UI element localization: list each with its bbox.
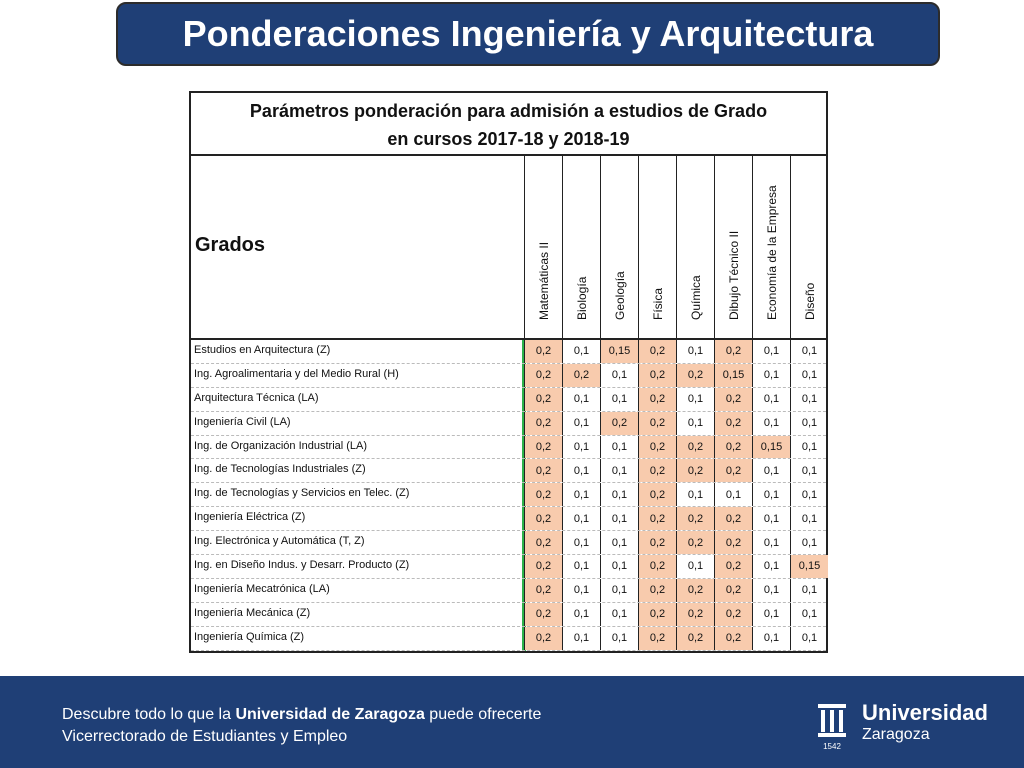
table-row — [191, 388, 826, 412]
ponderacion-cell: 0,1 — [676, 483, 714, 506]
ponderacion-cell: 0,1 — [752, 603, 790, 626]
ponderacion-cell: 0,1 — [600, 555, 638, 578]
ponderacion-cell: 0,1 — [752, 412, 790, 435]
table-row — [191, 340, 826, 364]
ponderacion-cell: 0,1 — [790, 603, 828, 626]
ponderacion-cell: 0,2 — [676, 579, 714, 602]
logo-word-zaragoza: Zaragoza — [862, 726, 930, 743]
ponderacion-cell: 0,2 — [676, 364, 714, 387]
footer-tagline-post: puede ofrecerte — [424, 706, 542, 723]
ponderacion-cell: 0,2 — [524, 579, 562, 602]
ponderacion-cell: 0,1 — [752, 531, 790, 554]
logo-year: 1542 — [823, 742, 841, 751]
ponderacion-cell: 0,2 — [676, 459, 714, 482]
ponderacion-cell: 0,2 — [524, 531, 562, 554]
ponderacion-cell: 0,1 — [790, 627, 828, 650]
ponderacion-cell: 0,1 — [790, 459, 828, 482]
ponderacion-cell: 0,1 — [752, 627, 790, 650]
subject-header-3 — [638, 156, 676, 338]
grado-name: Ingeniería Eléctrica (Z) — [194, 511, 306, 524]
university-building-icon — [814, 700, 850, 752]
ponderacion-cell: 0,2 — [524, 412, 562, 435]
ponderacion-cell: 0,1 — [562, 483, 600, 506]
grado-name: Arquitectura Técnica (LA) — [194, 391, 319, 404]
ponderacion-cell: 0,1 — [562, 555, 600, 578]
ponderacion-cell: 0,1 — [790, 507, 828, 530]
ponderacion-cell: 0,1 — [714, 483, 752, 506]
ponderacion-cell: 0,1 — [562, 531, 600, 554]
ponderacion-cell: 0,1 — [790, 531, 828, 554]
table-title-line2: en cursos 2017-18 y 2018-19 — [387, 129, 630, 149]
subject-header-label: Geología — [612, 271, 627, 320]
ponderacion-cell: 0,1 — [600, 436, 638, 459]
logo-word-universidad: Universidad — [862, 700, 988, 725]
ponderacion-cell: 0,1 — [600, 531, 638, 554]
ponderacion-cell: 0,1 — [600, 364, 638, 387]
ponderacion-cell: 0,1 — [600, 603, 638, 626]
ponderacion-cell: 0,1 — [562, 436, 600, 459]
subject-header-5 — [714, 156, 752, 338]
table-row — [191, 603, 826, 627]
ponderacion-cell: 0,1 — [600, 459, 638, 482]
ponderacion-cell: 0,1 — [752, 579, 790, 602]
ponderacion-cell: 0,1 — [790, 436, 828, 459]
ponderacion-cell: 0,1 — [752, 364, 790, 387]
ponderacion-cell: 0,1 — [752, 507, 790, 530]
ponderacion-cell: 0,2 — [714, 459, 752, 482]
ponderacion-cell: 0,2 — [524, 507, 562, 530]
grado-name: Ing. Electrónica y Automática (T, Z) — [194, 535, 365, 548]
table-row — [191, 627, 826, 651]
grado-name: Estudios en Arquitectura (Z) — [194, 344, 331, 356]
ponderacion-cell: 0,2 — [638, 364, 676, 387]
ponderacion-cell: 0,1 — [790, 483, 828, 506]
subject-header-1 — [562, 156, 600, 338]
ponderacion-cell: 0,2 — [524, 340, 562, 363]
ponderacion-cell: 0,1 — [600, 388, 638, 411]
ponderacion-cell: 0,2 — [638, 627, 676, 650]
ponderacion-cell: 0,2 — [524, 364, 562, 387]
ponderacion-cell: 0,2 — [714, 507, 752, 530]
footer-tagline — [62, 706, 541, 724]
ponderacion-cell: 0,2 — [524, 388, 562, 411]
ponderacion-cell: 0,2 — [638, 603, 676, 626]
ponderacion-cell: 0,1 — [790, 340, 828, 363]
ponderacion-cell: 0,1 — [562, 507, 600, 530]
ponderaciones-table — [189, 91, 828, 653]
ponderacion-cell: 0,2 — [676, 436, 714, 459]
subject-header-label: Química — [688, 275, 703, 320]
ponderacion-cell: 0,1 — [790, 388, 828, 411]
table-row — [191, 459, 826, 483]
ponderacion-cell: 0,1 — [790, 579, 828, 602]
ponderacion-cell: 0,2 — [638, 555, 676, 578]
ponderacion-cell: 0,2 — [714, 436, 752, 459]
ponderacion-cell: 0,1 — [562, 459, 600, 482]
ponderacion-cell: 0,2 — [562, 364, 600, 387]
ponderacion-cell: 0,1 — [752, 388, 790, 411]
ponderacion-cell: 0,2 — [638, 579, 676, 602]
grado-name: Ing. de Tecnologías Industriales (Z) — [194, 463, 366, 476]
ponderacion-cell: 0,2 — [638, 388, 676, 411]
university-logo[interactable] — [814, 700, 1004, 752]
ponderacion-cell: 0,1 — [790, 364, 828, 387]
ponderacion-cell: 0,1 — [562, 627, 600, 650]
ponderacion-cell: 0,2 — [714, 627, 752, 650]
footer-tagline-pre: Descubre todo lo que la — [62, 706, 236, 723]
subject-header-4 — [676, 156, 714, 338]
ponderacion-cell: 0,1 — [752, 555, 790, 578]
table-row — [191, 555, 826, 579]
ponderacion-cell: 0,1 — [600, 627, 638, 650]
grados-column-header: Grados — [195, 234, 266, 256]
ponderacion-cell: 0,1 — [600, 579, 638, 602]
ponderacion-cell: 0,1 — [752, 483, 790, 506]
ponderacion-cell: 0,1 — [562, 340, 600, 363]
grado-name: Ing. de Tecnologías y Servicios en Telec. (Z) — [194, 487, 410, 500]
table-title-line1: Parámetros ponderación para admisión a estudios de Grado — [249, 101, 768, 121]
grado-name: Ingeniería Mecatrónica (LA) — [194, 582, 330, 595]
subject-header-label: Diseño — [802, 282, 817, 320]
ponderacion-cell: 0,2 — [676, 507, 714, 530]
ponderacion-cell: 0,1 — [562, 412, 600, 435]
ponderacion-cell: 0,2 — [638, 412, 676, 435]
table-header-row — [191, 156, 826, 340]
ponderacion-cell: 0,1 — [676, 555, 714, 578]
page-title: Ponderaciones Ingeniería y Arquitectura — [116, 2, 940, 66]
ponderacion-cell: 0,2 — [714, 531, 752, 554]
ponderacion-cell: 0,1 — [676, 388, 714, 411]
subject-header-2 — [600, 156, 638, 338]
ponderacion-cell: 0,2 — [638, 507, 676, 530]
ponderacion-cell: 0,1 — [562, 603, 600, 626]
ponderacion-cell: 0,2 — [524, 603, 562, 626]
ponderacion-cell: 0,1 — [562, 388, 600, 411]
table-row — [191, 579, 826, 603]
subject-header-label: Física — [650, 287, 665, 320]
ponderacion-cell: 0,2 — [676, 531, 714, 554]
ponderacion-cell: 0,2 — [714, 579, 752, 602]
table-row — [191, 507, 826, 531]
ponderacion-cell: 0,2 — [638, 531, 676, 554]
ponderacion-cell: 0,1 — [600, 507, 638, 530]
subject-header-label: Economía de la Empresa — [764, 185, 779, 320]
ponderacion-cell: 0,15 — [752, 436, 790, 459]
ponderacion-cell: 0,2 — [638, 340, 676, 363]
grado-name: Ing. en Diseño Indus. y Desarr. Producto (Z) — [194, 559, 410, 572]
ponderacion-cell: 0,15 — [790, 555, 828, 578]
grado-name: Ing. Agroalimentaria y del Medio Rural (H) — [194, 367, 399, 380]
ponderacion-cell: 0,1 — [600, 483, 638, 506]
table-body — [191, 340, 826, 651]
grado-name: Ingeniería Química (Z) — [194, 630, 305, 643]
table-row — [191, 364, 826, 388]
subject-header-label: Dibujo Técnico II — [726, 230, 741, 320]
ponderacion-cell: 0,2 — [524, 459, 562, 482]
subject-header-0 — [524, 156, 562, 338]
table-row — [191, 412, 826, 436]
ponderacion-cell: 0,2 — [524, 555, 562, 578]
ponderacion-cell: 0,2 — [714, 412, 752, 435]
ponderacion-cell: 0,2 — [524, 483, 562, 506]
table-title — [191, 93, 826, 156]
ponderacion-cell: 0,15 — [714, 364, 752, 387]
ponderacion-cell: 0,2 — [638, 436, 676, 459]
ponderacion-cell: 0,2 — [600, 412, 638, 435]
ponderacion-cell: 0,2 — [638, 483, 676, 506]
ponderacion-cell: 0,1 — [676, 412, 714, 435]
ponderacion-cell: 0,2 — [714, 340, 752, 363]
subject-header-7 — [790, 156, 828, 338]
ponderacion-cell: 0,1 — [562, 579, 600, 602]
ponderacion-cell: 0,2 — [676, 627, 714, 650]
ponderacion-cell: 0,2 — [524, 627, 562, 650]
subject-header-label: Matemáticas II — [536, 241, 551, 320]
footer — [0, 676, 1024, 768]
subject-header-6 — [752, 156, 790, 338]
ponderacion-cell: 0,1 — [752, 340, 790, 363]
subject-header-label: Biología — [574, 276, 589, 320]
grado-name: Ingeniería Civil (LA) — [194, 415, 291, 428]
ponderacion-cell: 0,2 — [714, 388, 752, 411]
ponderacion-cell: 0,1 — [790, 412, 828, 435]
ponderacion-cell: 0,2 — [524, 436, 562, 459]
grado-name: Ing. de Organización Industrial (LA) — [194, 439, 368, 452]
ponderacion-cell: 0,2 — [638, 459, 676, 482]
footer-department: Vicerrectorado de Estudiantes y Empleo — [62, 728, 348, 745]
ponderacion-cell: 0,1 — [676, 340, 714, 363]
ponderacion-cell: 0,1 — [752, 459, 790, 482]
ponderacion-cell: 0,15 — [600, 340, 638, 363]
table-row — [191, 483, 826, 507]
ponderacion-cell: 0,2 — [676, 603, 714, 626]
table-row — [191, 531, 826, 555]
table-row — [191, 436, 826, 460]
ponderacion-cell: 0,2 — [714, 603, 752, 626]
grado-name: Ingeniería Mecánica (Z) — [194, 606, 311, 619]
ponderacion-cell: 0,2 — [714, 555, 752, 578]
footer-tagline-bold: Universidad de Zaragoza — [235, 706, 425, 723]
